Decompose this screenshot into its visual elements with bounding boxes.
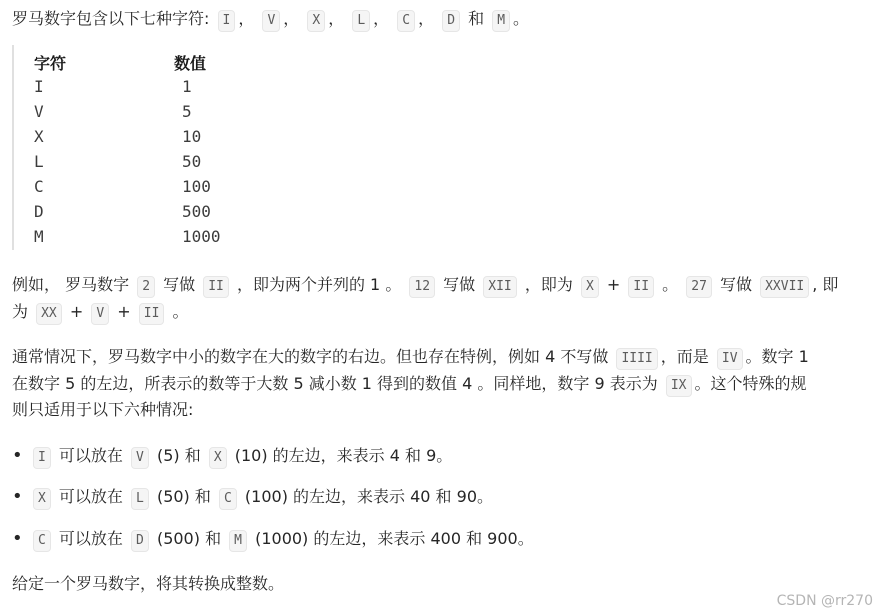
example-text: 为 — [12, 302, 29, 321]
watermark: CSDN @rr270 — [776, 593, 873, 609]
example-text: 写做 — [163, 275, 196, 294]
table-cell-value: 100 — [182, 177, 211, 196]
code-symbol-i: I — [218, 10, 236, 32]
code-inline: XII — [483, 276, 516, 298]
list-item-text: (500) 和 — [156, 529, 222, 548]
rule-paragraph-line-2 — [12, 370, 807, 398]
example-text: ，即为 — [524, 275, 573, 294]
table-cell-symbol: V — [34, 102, 44, 121]
table-cell-value: 50 — [182, 152, 202, 171]
rule-paragraph-line-3 — [12, 396, 193, 424]
bullet-dot: • — [12, 445, 23, 466]
list-item-text: 可以放在 — [58, 487, 123, 506]
code-inline: X — [33, 488, 51, 510]
example-text: 写做 — [443, 275, 476, 294]
table-cell-value: 5 — [182, 102, 192, 121]
list-item-text: (50) 和 — [156, 487, 211, 506]
table-cell-value: 1000 — [182, 227, 221, 246]
code-symbol-c: C — [397, 10, 415, 32]
intro-text: 罗马数字包含以下七种字符: — [12, 9, 210, 28]
table-cell-symbol: X — [34, 127, 44, 146]
separator: ， — [418, 9, 435, 28]
separator: ， — [373, 9, 390, 28]
code-inline: M — [229, 530, 247, 552]
list-item-text: (5) 和 — [156, 446, 201, 465]
example-paragraph-line-1 — [12, 271, 838, 299]
rule-paragraph-line-1 — [12, 343, 809, 371]
column-header-symbol: 字符 — [34, 54, 67, 73]
bullet-dot: • — [12, 486, 23, 507]
example-text: ，即为两个并列的 1 。 — [236, 275, 402, 294]
table-row — [14, 174, 314, 199]
code-inline: 27 — [686, 276, 712, 298]
code-inline: X — [581, 276, 599, 298]
rule-text: 。数字 1 — [745, 347, 809, 366]
table-row — [14, 149, 314, 174]
example-text: 。 — [172, 302, 189, 321]
column-header-value: 数值 — [174, 54, 207, 73]
symbol-value-table — [12, 45, 314, 250]
example-text: 。 — [662, 275, 679, 294]
list-item-text: 可以放在 — [58, 529, 123, 548]
table-row — [14, 224, 314, 249]
separator: ， — [283, 9, 300, 28]
plus-sign: + — [117, 302, 131, 321]
code-inline: V — [131, 447, 149, 469]
table-cell-symbol: L — [34, 152, 44, 171]
separator: ， — [328, 9, 345, 28]
rule-text: 通常情况下，罗马数字中小的数字在大的数字的右边。但也存在特例，例如 4 不写做 — [12, 347, 609, 366]
table-row — [14, 199, 314, 224]
table-cell-symbol: M — [34, 227, 44, 246]
code-inline: 12 — [409, 276, 435, 298]
code-inline: D — [131, 530, 149, 552]
example-text: , 即 — [812, 275, 839, 294]
code-inline: II — [139, 303, 165, 325]
bullet-dot: • — [12, 528, 23, 549]
code-inline: II — [628, 276, 654, 298]
code-inline: IIII — [616, 348, 657, 370]
code-inline: V — [91, 303, 109, 325]
code-inline: XX — [36, 303, 62, 325]
table-cell-value: 10 — [182, 127, 202, 146]
rule-text: 。这个特殊的规 — [694, 374, 807, 393]
rule-text: ，而是 — [660, 347, 709, 366]
list-item-text: (1000) 的左边，来表示 400 和 900。 — [255, 529, 534, 548]
separator: ， — [238, 9, 255, 28]
table-row — [14, 124, 314, 149]
plus-sign: + — [606, 275, 621, 294]
code-inline: L — [131, 488, 149, 510]
code-inline: XXVII — [760, 276, 809, 298]
code-symbol-l: L — [352, 10, 370, 32]
list-item-text: (100) 的左边，来表示 40 和 90。 — [244, 487, 493, 506]
code-symbol-v: V — [262, 10, 280, 32]
list-item — [30, 442, 452, 470]
table-cell-symbol: I — [34, 77, 44, 96]
list-item — [30, 483, 493, 511]
code-inline: 2 — [137, 276, 155, 298]
code-inline: II — [203, 276, 229, 298]
example-paragraph-line-2 — [12, 298, 189, 326]
code-inline: IX — [666, 375, 692, 397]
list-item-text: (10) 的左边，来表示 4 和 9。 — [234, 446, 453, 465]
plus-sign: + — [69, 302, 84, 321]
table-cell-value: 500 — [182, 202, 211, 221]
code-symbol-d: D — [442, 10, 460, 32]
example-text: 例如， 罗马数字 — [12, 275, 130, 294]
table-cell-symbol: D — [34, 202, 44, 221]
rule-text: 则只适用于以下六种情况: — [12, 400, 194, 419]
and-word: 和 — [468, 9, 485, 28]
example-text: 写做 — [720, 275, 753, 294]
task-paragraph: 给定一个罗马数字，将其转换成整数。 — [12, 574, 285, 593]
period: 。 — [513, 9, 530, 28]
table-row — [14, 74, 314, 99]
code-symbol-m: M — [492, 10, 510, 32]
code-inline: C — [219, 488, 237, 510]
code-inline: X — [209, 447, 227, 469]
code-inline: IV — [717, 348, 743, 370]
code-inline: I — [33, 447, 51, 469]
rule-text: 在数字 5 的左边，所表示的数等于大数 5 减小数 1 得到的数值 4 。同样地，数字 9 表示为 — [12, 374, 658, 393]
code-inline: C — [33, 530, 51, 552]
table-row — [14, 99, 314, 124]
table-cell-symbol: C — [34, 177, 44, 196]
code-symbol-x: X — [307, 10, 325, 32]
list-item-text: 可以放在 — [58, 446, 123, 465]
list-item — [30, 525, 534, 553]
table-cell-value: 1 — [182, 77, 192, 96]
intro-paragraph — [12, 5, 529, 33]
